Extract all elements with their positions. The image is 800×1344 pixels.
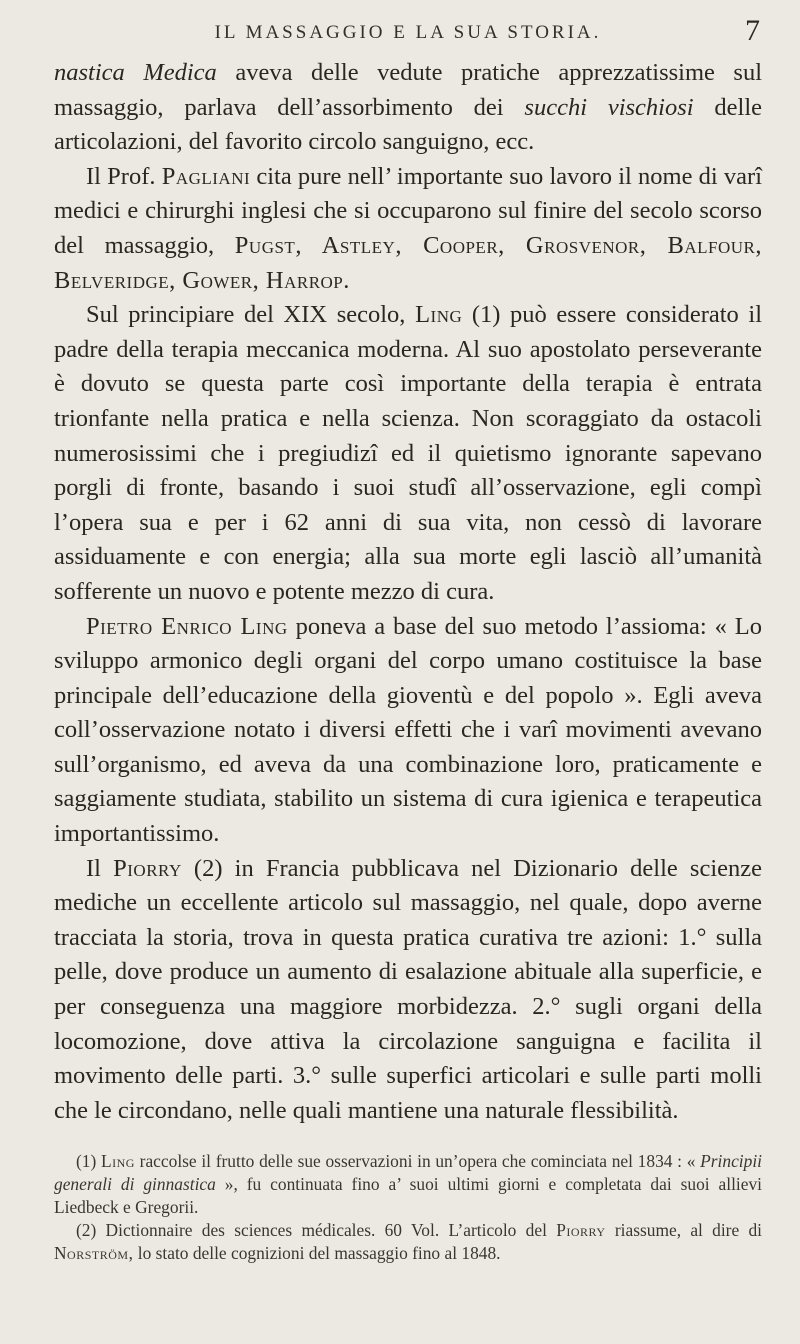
running-head: IL MASSAGGIO E LA SUA STORIA. [214,22,602,43]
italic-term: Medica [143,59,217,86]
author-name: Norström, [54,1243,134,1264]
text-run: (2) Dictionnaire des sciences médicales. 60 Vol. L’articolo del [76,1220,547,1241]
footnote-2 [54,1219,762,1265]
text-run: Il [86,854,101,882]
author-names: Pugst, Astley, Cooper, Grosvenor, Balfour, Belveridge, Gower, Harrop. [54,231,762,294]
footnote-marker: (1) [76,1151,97,1172]
paragraph-1 [54,56,762,160]
author-name: Ling [415,301,463,329]
italic-term: succhi vischiosi [524,93,694,121]
text-run: lo stato delle cognizioni del massaggio fino al 1848. [137,1243,501,1264]
author-name: Piorry [556,1220,606,1241]
author-name: Pietro Enrico Ling [86,612,288,640]
text-run: (2) in Francia pubblicava nel Dizionario delle scienze mediche un eccellente articolo sul massaggio, nel quale, dopo averne tracciata la storia, trova in questa pratica curativa tre azioni: 1.° sulla pelle, dove produce un aumento di esalazione abituale alla superficie, e per conseguenza una maggiore morbidezza. 2.° sugli organi della locomozione, dove attiva la circolazione sanguigna e facilita il movimento delle parti. 3.° sulle superfici articolari e sulle parti molli che le circondano, nelle quali mantiene una naturale flessibilità. [54,854,763,1124]
author-name: Ling [101,1151,135,1172]
text-run: raccolse il frutto delle sue osservazioni in un’opera che cominciata nel 1834 : « [139,1151,696,1172]
text-run: cita pure nell’ importante suo lavoro il nome di varî medici e chirurghi inglesi che si occuparono sul finire del secolo scorso del massaggio, [54,162,763,259]
text-run: riassume, al dire di [614,1220,763,1241]
paragraph-2 [54,160,762,298]
main-text [54,56,762,1128]
book-title: Principii generali di ginnastica [54,1151,762,1195]
paragraph-5 [54,852,762,1129]
author-name: Piorry [113,854,182,882]
italic-term: nastica [54,59,125,86]
paragraph-4 [54,610,762,852]
author-name: Pagliani [161,162,251,190]
footnotes [54,1150,762,1265]
text-run: Il Prof. [86,162,156,190]
text-run: poneva a base del suo metodo l’assioma: « Lo sviluppo armonico degli organi del corpo umano costituisce la base principale dell’educazione della gioventù e del popolo ». Egli aveva coll’osservazione notato i diversi effetti che i varî movimenti avevano sull’organismo, ed aveva da una combinazione loro, praticamente e saggiamente studiata, stabilito un sistema di cura igienica e terapeutica importantissimo. [54,612,763,848]
page-header [54,0,762,54]
paragraph-3 [54,298,762,609]
text-run: Sul principiare del XIX secolo, [86,301,406,329]
text-run: aveva delle vedute pratiche apprezzatissime sul massaggio, parlava dell’assorbimento dei [54,59,763,121]
text-run: delle articolazioni, del favorito circolo sanguigno, ecc. [54,93,763,156]
text-run: (1) può essere considerato il padre della terapia meccanica moderna. Al suo apostolato perseverante è dovuto se questa parte così importante della terapia è entrata trionfante nella pratica e nella scienza. Non scoraggiato da ostacoli numerosissimi che i pregiudizî ed il quietismo ignorante sapevano porgli di fronte, basando i suoi studî all’osservazione, egli compì l’opera sua e per i 62 anni di sua vita, non cessò di lavorare assiduamente e con energia; alla sua morte egli lasciò all’umanità sofferente un nuovo e potente mezzo di cura. [54,301,763,605]
text-run: », fu continuata fino a’ suoi ultimi giorni e completata dai suoi allievi Liedbeck e Gregorii. [54,1174,762,1218]
page-number: 7 [745,14,760,47]
footnote-1 [54,1150,762,1219]
